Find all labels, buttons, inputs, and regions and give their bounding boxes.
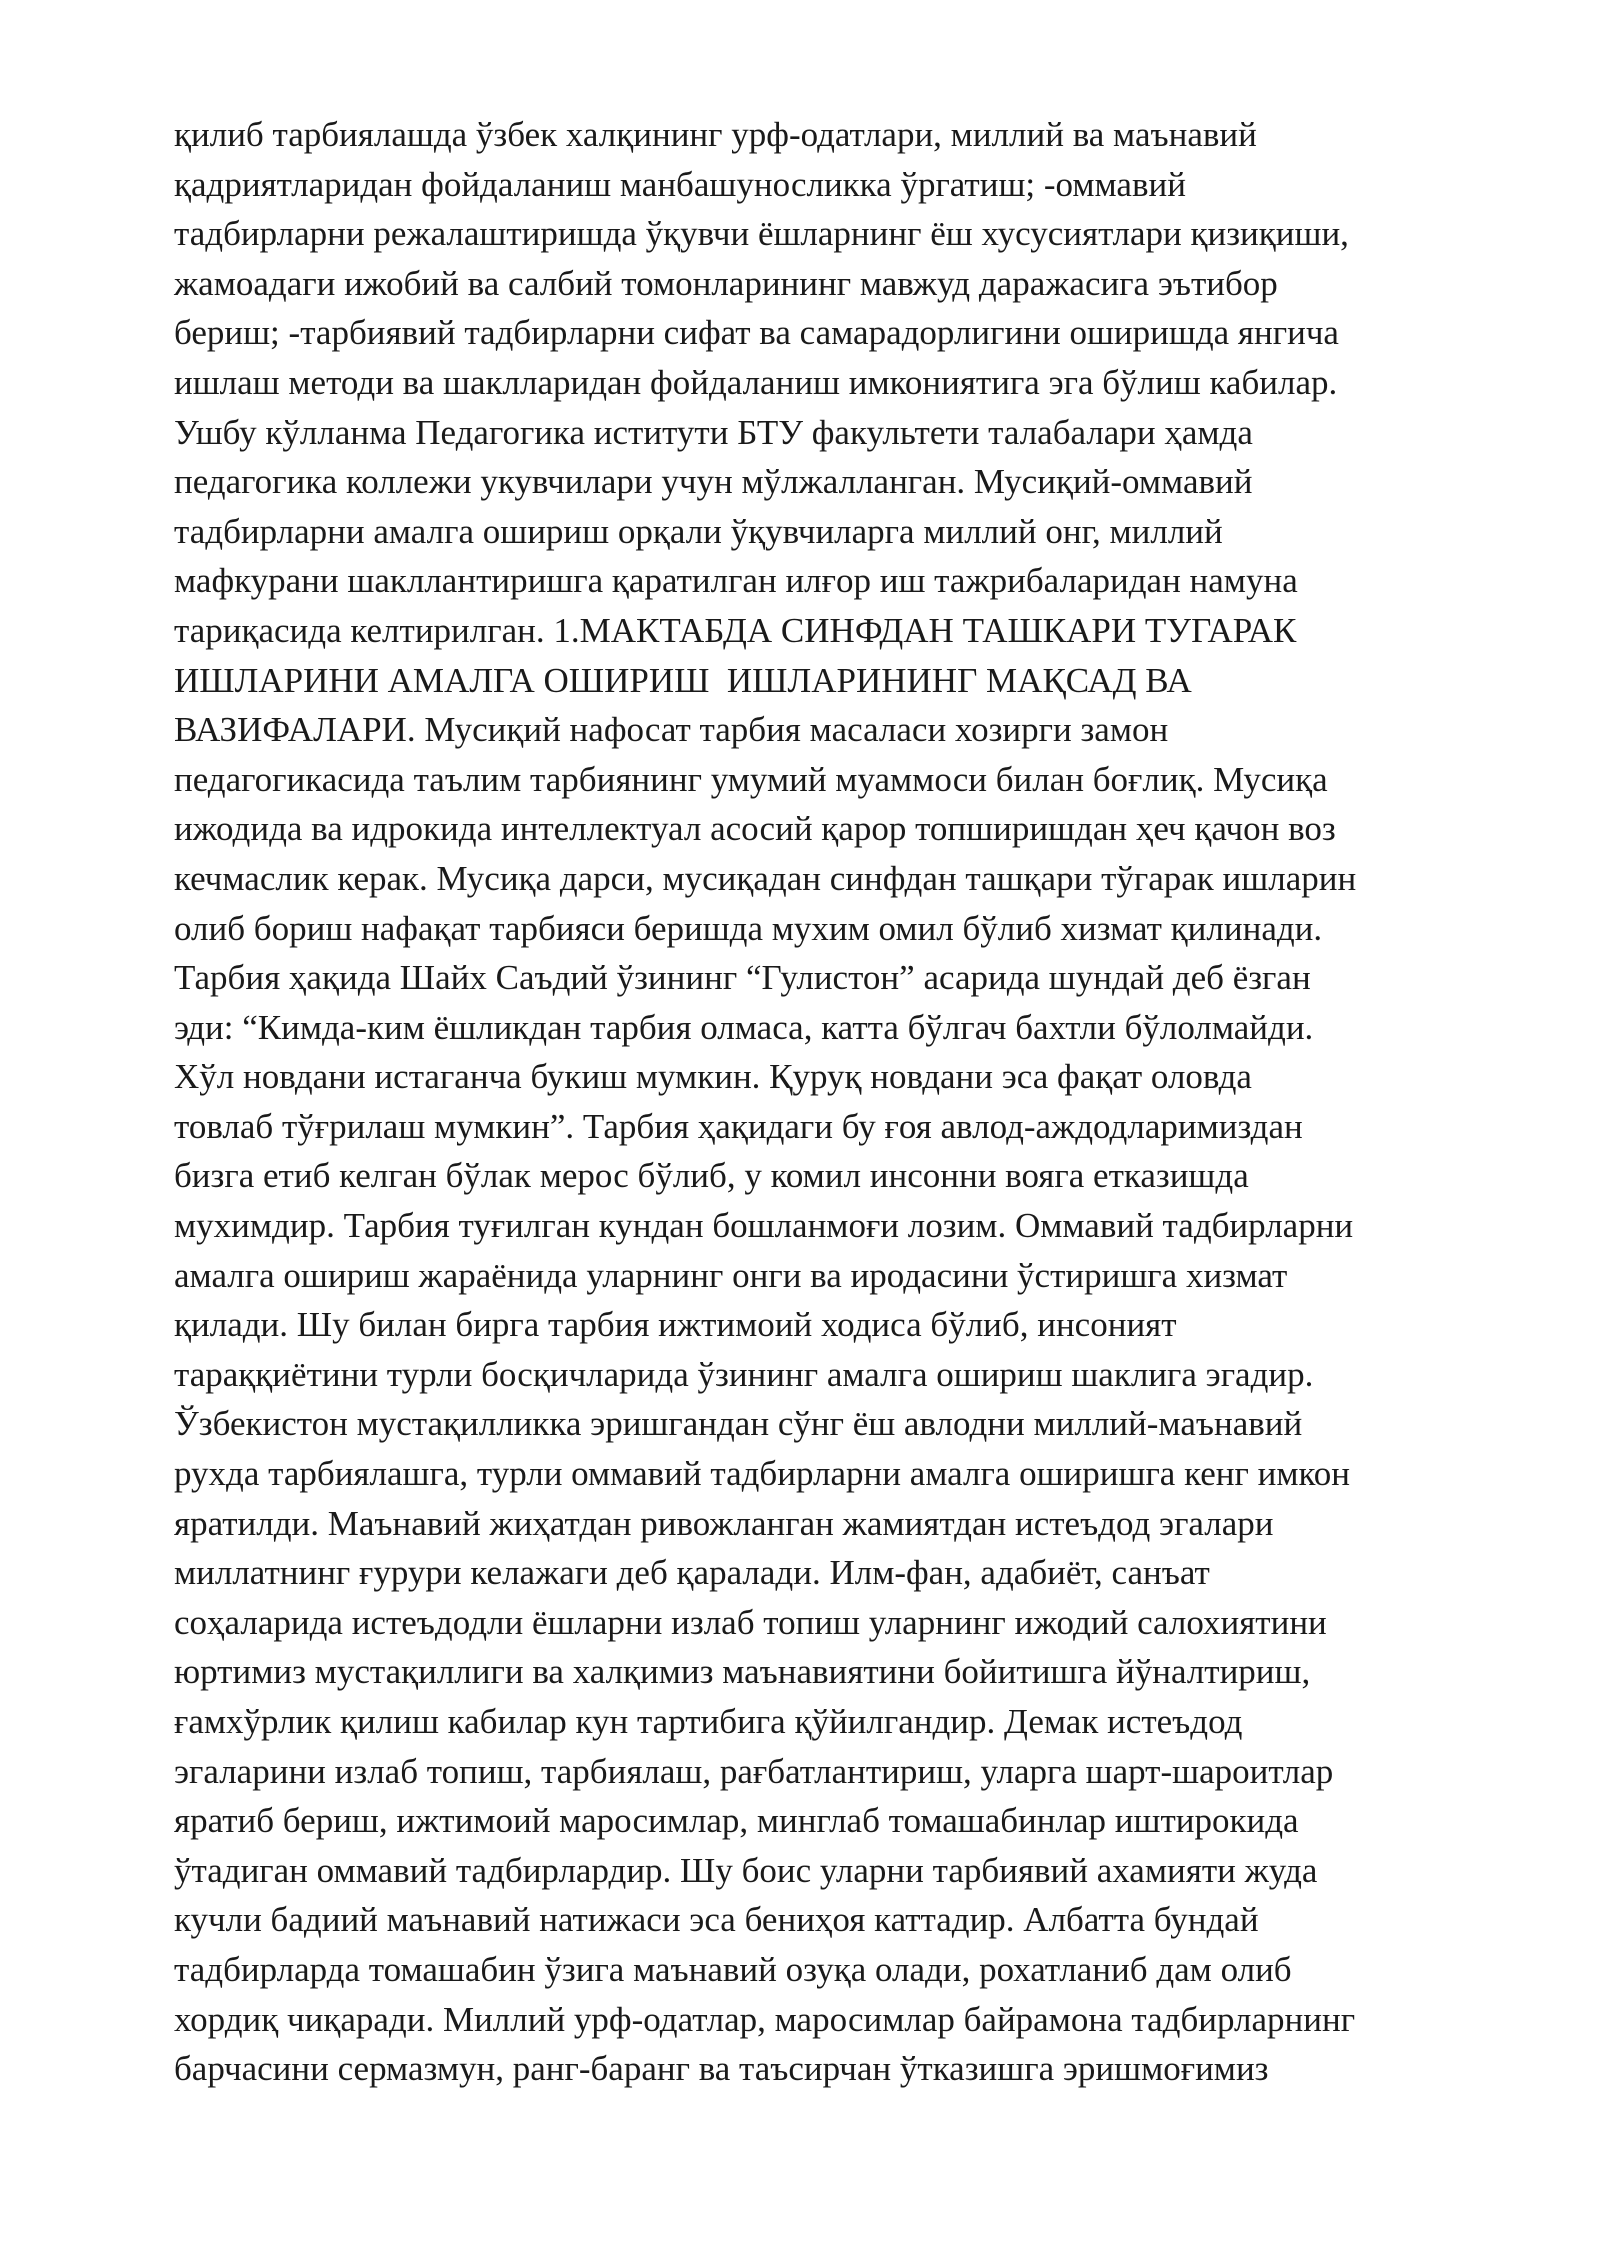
text-line: ғамхўрлик қилиш кабилар кун тартибига қўйилгандир. Демак истеъдод	[174, 1702, 1243, 1741]
text-line: эди: “Кимда-ким ёшликдан тарбия олмаса, катта бўлгач бахтли бўлолмайди.	[174, 1007, 1314, 1047]
text-line: ўтадиган оммавий тадбирлардир. Шу боис уларни тарбиявий ахамияти жуда	[174, 1850, 1318, 1890]
text-line: яратиб бериш, ижтимоий маросимлар, минглаб томашабинлар иштирокида	[174, 1801, 1299, 1841]
text-line: тадбирларни режалаштиришда ўқувчи ёшларнинг ёш хусусиятлари қизиқиши,	[174, 214, 1349, 254]
text-line: кечмаслик керак. Мусиқа дарси, мусиқадан синфдан ташқари тўгарак ишларин	[174, 858, 1357, 898]
text-line: мухимдир. Тарбия туғилган кундан бошланмоғи лозим. Оммавий тадбирларни	[174, 1206, 1354, 1246]
text-line: тадбирларни амалга ошириш орқали ўқувчиларга миллий онг, миллий	[174, 511, 1223, 551]
text-line: ВАЗИФАЛАРИ. Мусиқий нафосат тарбия масаласи хозирги замон	[174, 710, 1169, 750]
text-line: амалга ошириш жараёнида уларнинг онги ва иродасини ўстиришга хизмат	[174, 1255, 1288, 1295]
text-line: ишлаш методи ва шаклларидан фойдаланиш имкониятига эга бўлиш кабилар.	[174, 362, 1338, 402]
text-line: Ўзбекистон мустақилликка эришгандан сўнг ёш авлодни миллий-маънавий	[174, 1404, 1303, 1444]
text-line: бизга етиб келган бўлак мерос бўлиб, у комил инсонни вояга етказишда	[174, 1156, 1249, 1196]
text-line: бериш; -тарбиявий тадбирларни сифат ва самарадорлигини оширишда янгича	[174, 313, 1339, 353]
text-line: миллатнинг ғурури келажаги деб қаралади. Илм-фан, адабиёт, санъат	[174, 1553, 1210, 1593]
text-line: Хўл новдани истаганча букиш мумкин. Қуруқ новдани эса фақат оловда	[174, 1057, 1252, 1097]
text-line: эгаларини излаб топиш, тарбиялаш, рағбатлантириш, уларга шарт-шароитлар	[174, 1751, 1334, 1791]
text-line: ижодида ва идрокида интеллектуал асосий қарор топширишдан ҳеч қачон воз	[174, 809, 1336, 849]
text-line: педагогика коллежи укувчилари учун мўлжалланган. Мусиқий-оммавий	[174, 462, 1253, 502]
text-line: қилади. Шу билан бирга тарбия ижтимоий ходиса бўлиб, инсоният	[174, 1305, 1177, 1345]
text-line: қадриятларидан фойдаланиш манбашуносликка ўргатиш; -оммавий	[174, 164, 1186, 204]
text-line: юртимиз мустақиллиги ва халқимиз маънавиятини бойитишга йўналтириш,	[174, 1652, 1311, 1692]
body-text	[174, 110, 1474, 2094]
text-line: тариқасида келтирилган. 1.МАКТАБДА СИНФДАН ТАШКАРИ ТУГАРАК	[174, 610, 1297, 650]
text-line: мафкурани шакллантиришга қаратилган илғор иш тажрибаларидан намуна	[174, 561, 1298, 601]
text-line: барчасини сермазмун, ранг-баранг ва таъсирчан ўтказишга эришмоғимиз	[174, 2049, 1269, 2089]
text-line: рухда тарбиялашга, турли оммавий тадбирларни амалга оширишга кенг имкон	[174, 1454, 1350, 1494]
text-line: тараққиётини турли босқичларида ўзининг амалга ошириш шаклига эгадир.	[174, 1354, 1314, 1394]
text-line: жамоадаги ижобий ва салбий томонларининг мавжуд даражасига эътибор	[174, 263, 1278, 303]
text-line: соҳаларида истеъдодли ёшларни излаб топиш уларнинг ижодий салохиятини	[174, 1602, 1327, 1642]
text-line: хордиқ чиқаради. Миллий урф-одатлар, маросимлар байрамона тадбирларнинг	[174, 1999, 1356, 2039]
text-line: Ушбу кўлланма Педагогика иститути БТУ факультети талабалари ҳамда	[174, 412, 1253, 452]
text-line: яратилди. Маънавий жиҳатдан ривожланган жамиятдан истеъдод эгалари	[174, 1503, 1274, 1543]
text-line: қилиб тарбиялашда ўзбек халқининг урф-одатлари, миллий ва маънавий	[174, 115, 1257, 154]
text-line: товлаб тўғрилаш мумкин”. Тарбия ҳақидаги бу ғоя авлод-аждодларимиздан	[174, 1106, 1303, 1146]
text-line: олиб бориш нафақат тарбияси беришда мухим омил бўлиб хизмат қилинади.	[174, 908, 1323, 948]
text-line: педагогикасида таълим тарбиянинг умумий муаммоси билан боғлиқ. Мусиқа	[174, 759, 1328, 799]
text-line: ИШЛАРИНИ АМАЛГА ОШИРИШ ИШЛАРИНИНГ МАҚСАД ВА	[174, 660, 1192, 700]
text-line: тадбирларда томашабин ўзига маънавий озуқа олади, рохатланиб дам олиб	[174, 1949, 1292, 1989]
text-line: Тарбия ҳақида Шайх Саъдий ўзининг “Гулистон” асарида шундай деб ёзган	[174, 958, 1311, 998]
text-line: кучли бадиий маънавий натижаси эса бениҳоя каттадир. Албатта бундай	[174, 1900, 1259, 1940]
